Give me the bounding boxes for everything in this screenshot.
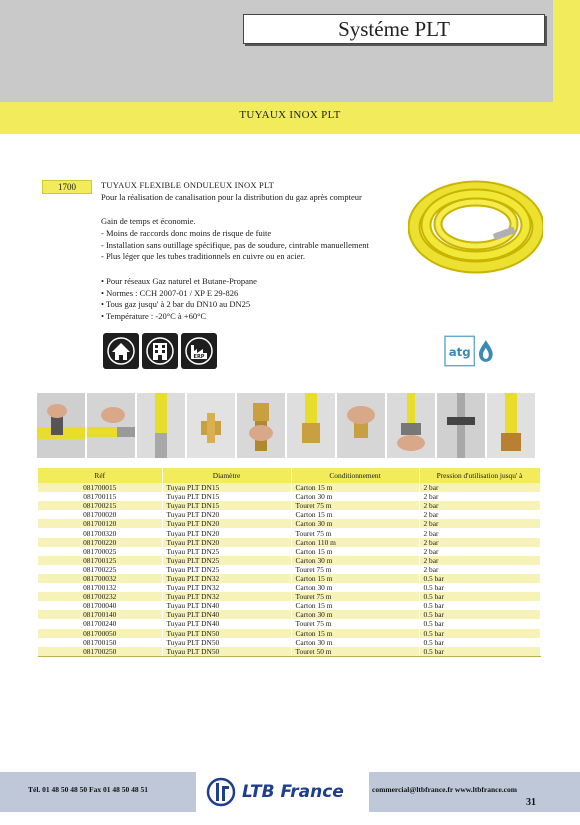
diameter-cell: Tuyau PLT DN40 — [162, 601, 291, 610]
ref-cell: 081700150 — [38, 638, 162, 647]
installation-photo-nut — [237, 393, 285, 458]
pressure-cell: 0.5 bar — [419, 619, 540, 628]
column-header: Pression d'utilisation jusqu' à — [419, 468, 540, 483]
packaging-cell: Carton 30 m — [291, 583, 419, 592]
table-row — [38, 510, 540, 519]
diameter-cell: Tuyau PLT DN15 — [162, 492, 291, 501]
spec-item: • Température : -20°C à +60°C — [101, 310, 207, 321]
reference-table — [38, 468, 541, 657]
packaging-cell: Carton 30 m — [291, 610, 419, 619]
diameter-cell: Tuyau PLT DN25 — [162, 547, 291, 556]
column-header: Réf — [38, 468, 162, 483]
table-row — [38, 565, 540, 574]
product-title: TUYAUX FLEXIBLE ONDULEUX INOX PLT — [101, 180, 274, 190]
feature-item: - Moins de raccords donc moins de risque de fuite — [101, 228, 272, 238]
diameter-cell: Tuyau PLT DN20 — [162, 519, 291, 528]
diameter-cell: Tuyau PLT DN40 — [162, 619, 291, 628]
diameter-cell: Tuyau PLT DN25 — [162, 556, 291, 565]
pressure-cell: 2 bar — [419, 565, 540, 574]
svg-text:ERP: ERP — [193, 354, 205, 360]
pressure-cell: 2 bar — [419, 538, 540, 547]
feature-item: - Installation sans outillage spécifique, pas de soudure, cintrable manuellement — [101, 239, 369, 250]
ref-cell: 081700225 — [38, 565, 162, 574]
table-row — [38, 501, 540, 510]
spec-item: • Tous gaz jusqu' à 2 bar du DN10 au DN25 — [101, 299, 251, 309]
spec-item: • Pour réseaux Gaz naturel et Butane-Propane — [101, 276, 257, 286]
table-row — [38, 601, 540, 610]
atg-certification-icon — [444, 335, 475, 367]
table-row — [38, 583, 540, 592]
section-title: TUYAUX INOX PLT — [239, 109, 341, 121]
usage-icon-row — [103, 333, 217, 369]
packaging-cell: Carton 15 m — [291, 574, 419, 583]
pressure-cell: 0.5 bar — [419, 592, 540, 601]
pressure-cell: 0.5 bar — [419, 647, 540, 657]
diameter-cell: Tuyau PLT DN25 — [162, 565, 291, 574]
ref-cell: 081700020 — [38, 510, 162, 519]
hose-coil-image — [408, 175, 543, 275]
diameter-cell: Tuyau PLT DN15 — [162, 501, 291, 510]
packaging-cell: Carton 15 m — [291, 601, 419, 610]
feature-item: - Plus léger que les tubes traditionnels en cuivre ou en acier. — [101, 251, 305, 261]
product-code-badge: 1700 — [42, 180, 92, 194]
pressure-cell: 2 bar — [419, 483, 540, 492]
column-header: Diamètre — [162, 468, 291, 483]
ref-cell: 081700115 — [38, 492, 162, 501]
svg-text:atg: atg — [448, 344, 471, 359]
installation-photo-stripping — [87, 393, 135, 458]
ref-cell: 081700125 — [38, 556, 162, 565]
product-intro: Gain de temps et économie. — [101, 216, 196, 226]
ltb-logo-icon — [206, 777, 236, 807]
pressure-cell: 0.5 bar — [419, 583, 540, 592]
packaging-cell: Carton 110 m — [291, 538, 419, 547]
packaging-cell: Carton 30 m — [291, 556, 419, 565]
diameter-cell: Tuyau PLT DN50 — [162, 647, 291, 657]
packaging-cell: Carton 15 m — [291, 510, 419, 519]
packaging-cell: Touret 75 m — [291, 592, 419, 601]
installation-photo-strip — [37, 393, 535, 458]
house-icon — [103, 333, 139, 369]
ref-cell: 081700040 — [38, 601, 162, 610]
factory-erp-icon — [181, 333, 217, 369]
diameter-cell: Tuyau PLT DN32 — [162, 583, 291, 592]
installation-photo-assembly — [287, 393, 335, 458]
table-row — [38, 574, 540, 583]
diameter-cell: Tuyau PLT DN32 — [162, 574, 291, 583]
header-accent-stripe — [553, 0, 580, 102]
table-header-row — [38, 468, 540, 483]
packaging-cell: Carton 15 m — [291, 483, 419, 492]
footer-contact: commercial@ltbfrance.fr www.ltbfrance.com — [372, 785, 517, 794]
packaging-cell: Carton 15 m — [291, 629, 419, 638]
installation-photo-tube — [137, 393, 185, 458]
gas-flame-icon — [478, 339, 494, 363]
installation-photo-final — [487, 393, 535, 458]
installation-photo-pliers — [437, 393, 485, 458]
packaging-cell: Carton 30 m — [291, 492, 419, 501]
packaging-cell: Touret 75 m — [291, 501, 419, 510]
table-row — [38, 519, 540, 528]
brand-logo — [196, 772, 369, 812]
pressure-cell: 0.5 bar — [419, 601, 540, 610]
building-icon — [142, 333, 178, 369]
pressure-cell: 0.5 bar — [419, 638, 540, 647]
column-header: Conditionnement — [291, 468, 419, 483]
packaging-cell: Touret 75 m — [291, 619, 419, 628]
brand-name: LTB France — [242, 782, 344, 802]
ref-cell: 081700132 — [38, 583, 162, 592]
table-row — [38, 647, 540, 657]
ref-cell: 081700240 — [38, 619, 162, 628]
packaging-cell: Carton 30 m — [291, 638, 419, 647]
table-row — [38, 638, 540, 647]
feature-list — [101, 228, 369, 263]
spec-item: • Normes : CCH 2007-01 / XP E 29-826 — [101, 287, 239, 298]
table-row — [38, 538, 540, 547]
table-row — [38, 556, 540, 565]
atg-certification — [444, 334, 494, 368]
ref-cell: 081700025 — [38, 547, 162, 556]
table-row — [38, 592, 540, 601]
diameter-cell: Tuyau PLT DN50 — [162, 638, 291, 647]
ref-cell: 081700050 — [38, 629, 162, 638]
pressure-cell: 2 bar — [419, 547, 540, 556]
table-row — [38, 610, 540, 619]
installation-photo-cutting — [37, 393, 85, 458]
diameter-cell: Tuyau PLT DN20 — [162, 510, 291, 519]
pressure-cell: 2 bar — [419, 501, 540, 510]
installation-photo-fitting — [187, 393, 235, 458]
footer-phone-fax: Tél. 01 48 50 48 50 Fax 01 48 50 48 51 — [28, 785, 148, 794]
page-title: Systéme PLT — [243, 14, 545, 44]
packaging-cell: Carton 15 m — [291, 547, 419, 556]
pressure-cell: 0.5 bar — [419, 610, 540, 619]
table-row — [38, 528, 540, 537]
packaging-cell: Touret 50 m — [291, 647, 419, 657]
diameter-cell: Tuyau PLT DN40 — [162, 610, 291, 619]
diameter-cell: Tuyau PLT DN32 — [162, 592, 291, 601]
pressure-cell: 2 bar — [419, 528, 540, 537]
page-number: 31 — [526, 797, 536, 808]
packaging-cell: Touret 75 m — [291, 565, 419, 574]
table-row — [38, 483, 540, 492]
ref-cell: 081700015 — [38, 483, 162, 492]
product-description: Pour la réalisation de canalisation pour la distribution du gaz après compteur — [101, 192, 362, 202]
ref-cell: 081700032 — [38, 574, 162, 583]
ref-cell: 081700250 — [38, 647, 162, 657]
table-row — [38, 547, 540, 556]
pressure-cell: 0.5 bar — [419, 574, 540, 583]
ref-cell: 081700232 — [38, 592, 162, 601]
installation-photo-tightening — [337, 393, 385, 458]
packaging-cell: Touret 75 m — [291, 528, 419, 537]
pressure-cell: 0.5 bar — [419, 629, 540, 638]
spec-list — [101, 276, 257, 322]
pressure-cell: 2 bar — [419, 510, 540, 519]
table-row — [38, 492, 540, 501]
pressure-cell: 2 bar — [419, 492, 540, 501]
diameter-cell: Tuyau PLT DN50 — [162, 629, 291, 638]
pressure-cell: 2 bar — [419, 519, 540, 528]
ref-cell: 081700120 — [38, 519, 162, 528]
table-row — [38, 629, 540, 638]
diameter-cell: Tuyau PLT DN20 — [162, 538, 291, 547]
ref-cell: 081700140 — [38, 610, 162, 619]
ref-cell: 081700320 — [38, 528, 162, 537]
pressure-cell: 2 bar — [419, 556, 540, 565]
ref-cell: 081700220 — [38, 538, 162, 547]
diameter-cell: Tuyau PLT DN20 — [162, 528, 291, 537]
packaging-cell: Carton 30 m — [291, 519, 419, 528]
diameter-cell: Tuyau PLT DN15 — [162, 483, 291, 492]
installation-photo-wrench — [387, 393, 435, 458]
table-row — [38, 619, 540, 628]
ref-cell: 081700215 — [38, 501, 162, 510]
